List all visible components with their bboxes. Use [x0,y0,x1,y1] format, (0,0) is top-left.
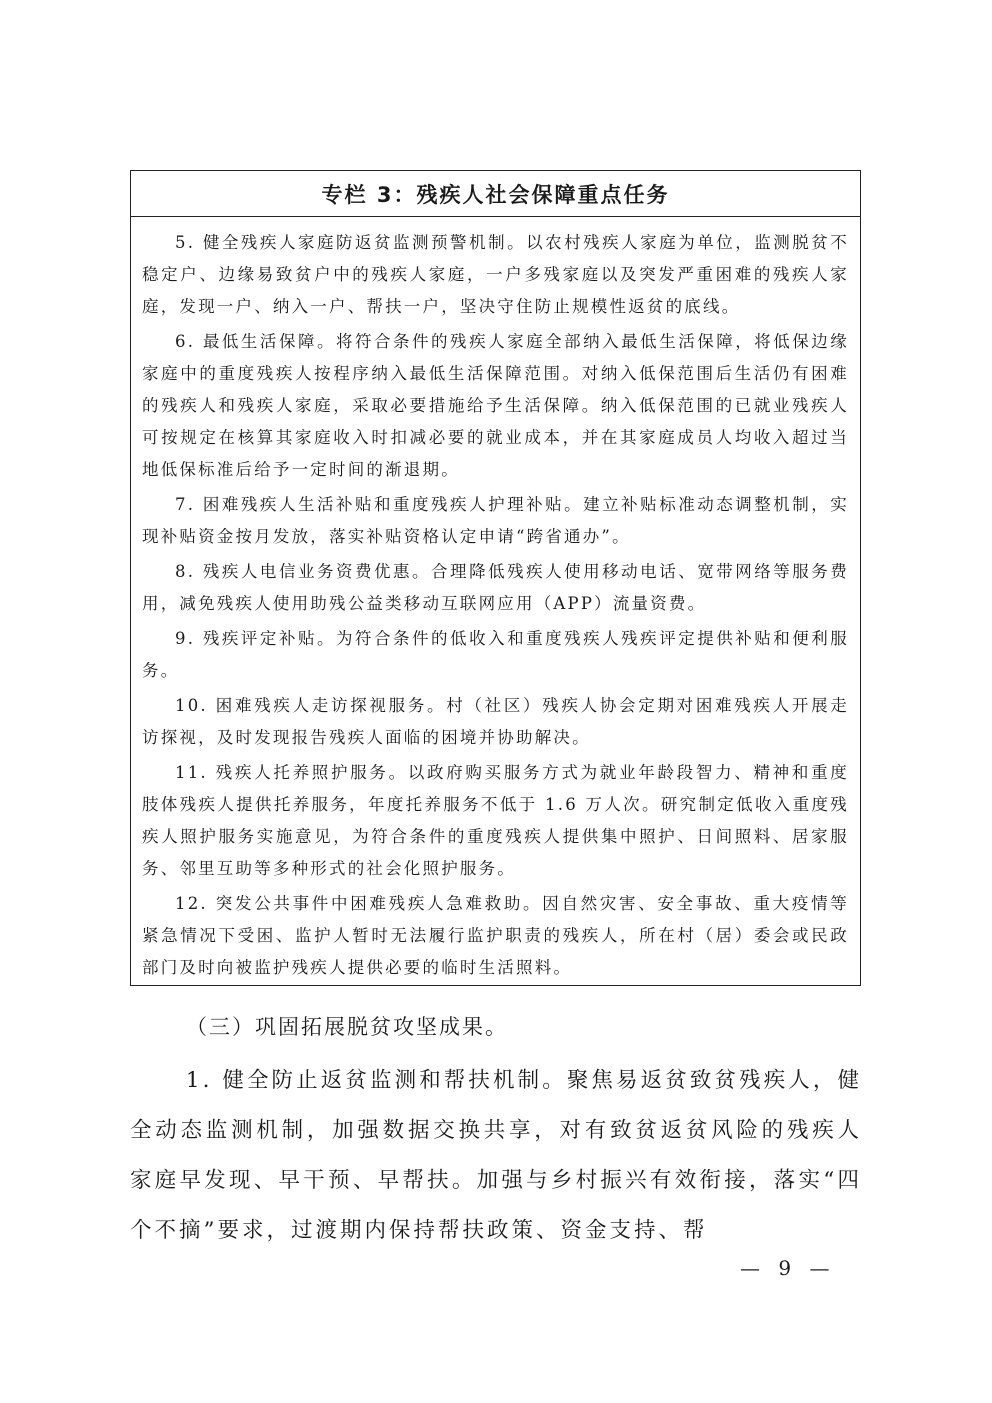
box-title: 专栏 3：残疾人社会保障重点任务 [131,171,860,217]
page-number: — 9 — [740,1256,836,1280]
box-body [131,217,860,984]
box-item-11: 11. 残疾人托养照护服务。以政府购买服务方式为就业年龄段智力、精神和重度肢体残疾人提供托养服务，年度托养服务不低于 1.6 万人次。研究制定低收入重度残疾人照护服务实施意见，为符合条件的重度残疾人提供集中照护、日间照料、居家服务、邻里互助等多种形式的社会化照护服务。 [142,763,849,878]
body-paragraph: 1. 健全防止返贫监测和帮扶机制。聚焦易返贫致贫残疾人，健全动态监测机制，加强数据交换共享，对有致贫返贫风险的残疾人家庭早发现、早干预、早帮扶。加强与乡村振兴有效衔接，落实“四个不摘”要求，过渡期内保持帮扶政策、资金支持、帮 [130,1068,862,1243]
special-column-box [130,170,861,986]
box-item-7: 7. 困难残疾人生活补贴和重度残疾人护理补贴。建立补贴标准动态调整机制，实现补贴资金按月发放，落实补贴资格认定申请“跨省通办”。 [142,495,849,546]
box-item-10: 10. 困难残疾人走访探视服务。村（社区）残疾人协会定期对困难残疾人开展走访探视，及时发现报告残疾人面临的困境并协助解决。 [142,696,849,747]
box-item-8: 8. 残疾人电信业务资费优惠。合理降低残疾人使用移动电话、宽带网络等服务费用，减免残疾人使用助残公益类移动互联网应用（APP）流量资费。 [142,562,849,613]
box-item-9: 9. 残疾评定补贴。为符合条件的低收入和重度残疾人残疾评定提供补贴和便利服务。 [142,629,849,680]
section-heading: （三）巩固拓展脱贫攻坚成果。 [186,1015,508,1039]
box-item-6: 6. 最低生活保障。将符合条件的残疾人家庭全部纳入最低生活保障，将低保边缘家庭中的重度残疾人按程序纳入最低生活保障范围。对纳入低保范围后生活仍有困难的残疾人和残疾人家庭，采取必要措施给予生活保障。纳入低保范围的已就业残疾人可按规定在核算其家庭收入时扣减必要的就业成本，并在其家庭成员人均收入超过当地低保标准后给予一定时间的渐退期。 [142,332,849,479]
box-item-12: 12. 突发公共事件中困难残疾人急难救助。因自然灾害、安全事故、重大疫情等紧急情况下受困、监护人暂时无法履行监护职责的残疾人，所在村（居）委会或民政部门及时向被监护残疾人提供必要的临时生活照料。 [142,894,849,977]
box-item-5: 5. 健全残疾人家庭防返贫监测预警机制。以农村残疾人家庭为单位，监测脱贫不稳定户、边缘易致贫户中的残疾人家庭，一户多残家庭以及突发严重困难的残疾人家庭，发现一户、纳入一户、帮扶一户，坚决守住防止规模性返贫的底线。 [142,233,849,316]
